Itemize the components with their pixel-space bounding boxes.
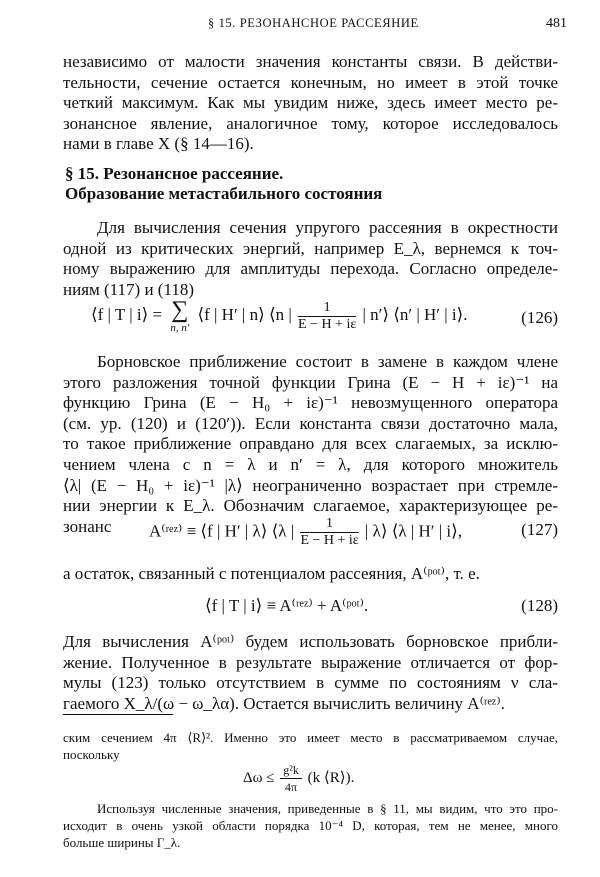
- sum-index: n, n′: [170, 322, 190, 334]
- eq-lhs: ⟨f | T | i⟩ =: [91, 304, 163, 324]
- text-line: Для вычисления A⁽ᵖᵒᵗ⁾ будем использовать борновское прибли-: [63, 632, 558, 651]
- fraction-denominator: E − H + iε: [300, 533, 359, 548]
- text-line: ниям (117) и (118): [63, 279, 195, 299]
- equation-body: [91, 298, 468, 334]
- text-line: функцию Грина (E − H₀ + iε)⁻¹ невозмущенного оператора: [63, 393, 558, 413]
- text-line: а остаток, связанный с потенциалом рассеяния, A⁽ᵖᵒᵗ⁾, т. е.: [63, 564, 480, 583]
- fraction: [280, 762, 302, 795]
- text-line: то такое приближение оправдано для всех слагаемых, за исклю-: [63, 434, 558, 454]
- equation-number: (127): [521, 520, 558, 539]
- equation-number: (128): [521, 596, 558, 615]
- text-line: мулы (123) только отсутствием в сумме по состояниям ν сла-: [63, 673, 558, 693]
- paragraph-2: [63, 352, 558, 537]
- text-line: тельности, сечение остается конечным, но имеет в этой точке: [63, 72, 558, 92]
- eq-post: | λ⟩ ⟨λ | H′ | i⟩,: [364, 521, 462, 541]
- footnote-part2: [63, 800, 558, 851]
- text-line: (см. ур. (120) и (120′)). Если константа связи достаточно мала,: [63, 413, 558, 433]
- fraction: [300, 516, 358, 549]
- eq-post: | n′⟩ ⟨n′ | H′ | i⟩.: [362, 304, 468, 324]
- fraction-denominator: 4π: [285, 780, 298, 794]
- text-line: Для вычисления сечения упругого рассеяния в окрестности: [97, 218, 558, 237]
- text-line: этого разложения точной функции Грина (E − H + iε)⁻¹ на: [63, 372, 558, 392]
- section-heading: [65, 164, 382, 204]
- fraction-numerator: g²k: [280, 762, 302, 779]
- footnote-equation: [243, 762, 354, 795]
- footnote-line: Используя численные значения, приведенные в § 11, мы видим, что это про-: [97, 801, 558, 816]
- text-line: четкий максимум. Как мы увидим ниже, здесь имеет место ре-: [63, 93, 558, 113]
- footnote-divider: [63, 714, 173, 715]
- running-header: [0, 16, 600, 34]
- text-line: нами в главе X (§ 14—16).: [63, 134, 254, 154]
- intro-paragraph: [63, 52, 558, 155]
- text-line: зонансное явление, аналогичное тому, которое исследовалось: [63, 113, 558, 133]
- sum-symbol: ∑: [171, 297, 189, 323]
- text-line: жение. Полученное в результате выражение отличается от фор-: [63, 652, 558, 672]
- fraction: [298, 300, 356, 333]
- text-line: одной из критических энергий, например E_λ, вернемся к точ-: [63, 238, 558, 258]
- text-line: нии энергии к E_λ. Обозначим слагаемое, характеризующее ре-: [63, 496, 558, 516]
- fraction-denominator: E − H + iε: [298, 316, 357, 332]
- running-title: § 15. РЕЗОНАНСНОЕ РАССЕЯНИЕ: [208, 16, 419, 30]
- page-number: 481: [546, 16, 567, 31]
- paragraph-1: [63, 218, 558, 300]
- text-line: зонанс: [63, 516, 112, 536]
- paragraph-3: [63, 632, 558, 714]
- remainder-paragraph: [63, 564, 558, 585]
- eq-lhs: A⁽ʳᵉᶻ⁾ ≡ ⟨f | H′ | λ⟩ ⟨λ |: [149, 521, 295, 541]
- equation-body: [149, 516, 462, 549]
- equation-128: [63, 596, 558, 620]
- footnote-line: ским сечением 4π ⟨R⟩². Именно это имеет место в рассматриваемом случае,: [63, 730, 558, 745]
- footnote-line: больше ширины Γ_λ.: [63, 835, 181, 850]
- text-line: независимо от малости значения константы связи. В действи-: [63, 52, 558, 71]
- text-line: чением члена с n = λ и n′ = λ, для которого множитель: [63, 454, 558, 474]
- equation-number: (126): [521, 308, 558, 327]
- footnote-line: поскольку: [63, 747, 120, 762]
- section-title-line1: § 15. Резонансное рассеяние.: [65, 164, 284, 183]
- footnote-part1: [63, 729, 558, 763]
- sum-operator: [170, 298, 189, 334]
- text-line: ному выражению для амплитуды перехода. Согласно определе-: [63, 259, 558, 279]
- text-line: ⟨λ| (E − H₀ + iε)⁻¹ |λ⟩ неограниченно возрастает при стремле-: [63, 475, 558, 495]
- text-line: гаемого X_λ/(ω − ω_λα). Остается вычислить величину A⁽ʳᵉᶻ⁾.: [63, 693, 505, 713]
- footnote-eq-lhs: Δω ≤: [243, 769, 275, 786]
- footnote-line: исходит в очень узкой области порядка 10⁻⁴ D, которая, тем не менее, много: [63, 818, 558, 833]
- section-title-line2: Образование метастабильного состояния: [65, 184, 383, 203]
- fraction-numerator: 1: [300, 516, 358, 533]
- equation-body: ⟨f | T | i⟩ ≡ A⁽ʳᵉᶻ⁾ + A⁽ᵖᵒᵗ⁾.: [205, 596, 369, 615]
- eq-pre: ⟨f | H′ | n⟩ ⟨n |: [197, 304, 292, 324]
- equation-127: [63, 516, 558, 566]
- footnote-eq-rhs: (k ⟨R⟩).: [307, 769, 355, 786]
- equation-126: [63, 294, 558, 344]
- text-line: Борновское приближение состоит в замене в каждом члене: [97, 352, 558, 371]
- fraction-numerator: 1: [298, 300, 356, 317]
